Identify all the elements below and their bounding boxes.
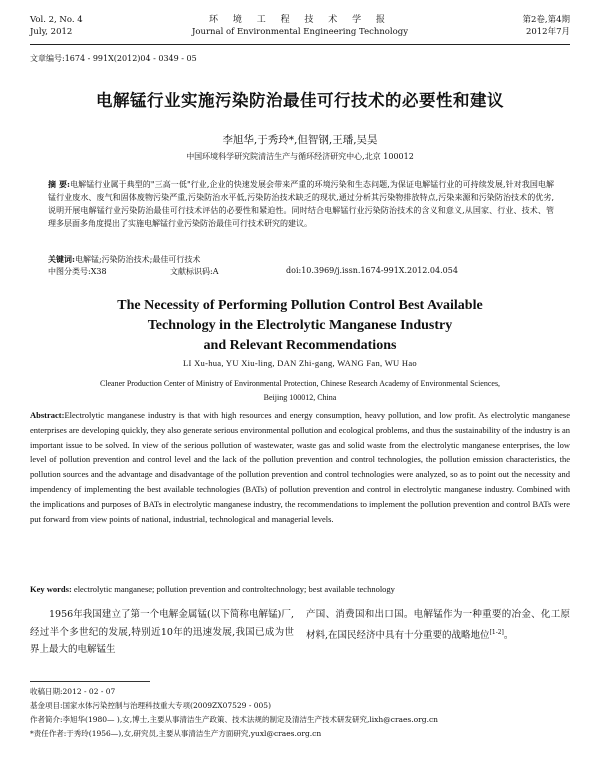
abstract-chinese-label: 摘 要: bbox=[48, 179, 70, 189]
abstract-chinese bbox=[48, 178, 554, 230]
footnote-corresponding: *责任作者:于秀玲(1956—),女,研究员,主要从事清洁生产方面研究,yuxl@craes.org.cn bbox=[30, 729, 322, 738]
keywords-english-text: electrolytic manganese; pollution prevention and controltechnology; best available technology bbox=[73, 584, 395, 594]
body-column-right: 产国、消费国和出口国。电解锰作为一种重要的冶金、化工原材料,在国民经济中具有十分重要的战略地位[1-2]。 bbox=[306, 609, 570, 641]
document-code: 文献标识码:A bbox=[170, 267, 219, 276]
title-chinese: 电解锰行业实施污染防治最佳可行技术的必要性和建议 bbox=[96, 91, 504, 110]
clc-number: 中图分类号:X38 bbox=[48, 267, 107, 276]
abstract-english bbox=[30, 408, 570, 526]
header-rule bbox=[30, 44, 570, 45]
header-volume: Vol. 2, No. 4 July, 2012 bbox=[30, 15, 83, 37]
citation-ref[interactable]: [1-2] bbox=[489, 628, 504, 636]
article-number: 文章编号:1674 - 991X(2012)04 - 0349 - 05 bbox=[30, 54, 197, 63]
keywords-chinese bbox=[48, 253, 554, 266]
title-english: The Necessity of Performing Pollution Control Best Available Technology in the Electrolytic Manganese Industry and Relevant Recommendations bbox=[117, 298, 483, 353]
header-journal-name: 环 境 工 程 技 术 学 报 Journal of Environmental Engineering Technology bbox=[191, 15, 409, 37]
affiliation-english: Cleaner Production Center of Ministry of Environmental Protection, Chinese Research Academy of Environmental Sciences, Beijing 100012, China bbox=[99, 379, 501, 402]
footnote-author: 作者简介:李旭华(1980— ),女,博士,主要从事清洁生产政策、技术法规的制定及清洁生产技术研发研究,lixh@craes.org.cn bbox=[30, 715, 438, 724]
header-issue: 第2卷,第4期 2012年7月 bbox=[522, 15, 570, 37]
running-header bbox=[30, 14, 570, 48]
keywords-chinese-label: 关键词: bbox=[48, 254, 75, 264]
footnote-fund: 基金项目:国家水体污染控制与治理科技重大专项(2009ZX07529 - 005) bbox=[30, 701, 271, 710]
footnote-rule bbox=[30, 681, 150, 682]
authors-english: LI Xu-hua, YU Xiu-ling, DAN Zhi-gang, WANG Fan, WU Hao bbox=[183, 358, 417, 368]
abstract-english-label: Abstract: bbox=[30, 410, 65, 420]
keywords-chinese-text: 电解锰;污染防治技术;最佳可行技术 bbox=[74, 255, 201, 264]
affiliation-chinese: 中国环境科学研究院清洁生产与循环经济研究中心,北京 100012 bbox=[186, 152, 414, 161]
footnote-received: 收稿日期:2012 - 02 - 07 bbox=[30, 687, 116, 696]
abstract-chinese-text: 电解锰行业属于典型的"三高一低"行业,企业的快速发展会带来严重的环境污染和生态问题,为保证电解锰行业的可持续发展,针对我国电解锰行业废水、废气和固体废物污染严重,污染防治水平低,污染防治技术缺乏的现状,通过分析其污染物排放特点,污染来源和污染防治技术的优劣,说明开展电解锰行业污染防治最佳可行技术评估的必要性和紧迫性。同时结合电解锰行业污染防治技术的含义和意义,从国家、行业、技术、管理多层面多角度提出了实施电解锰行业污染防治最佳可行技术研究的建议。 bbox=[48, 180, 554, 228]
doi-link[interactable]: doi:10.3969/j.issn.1674-991X.2012.04.054 bbox=[286, 266, 458, 275]
authors-chinese: 李旭华,于秀玲*,但智钢,王璠,吴昊 bbox=[222, 134, 378, 146]
keywords-english bbox=[30, 584, 570, 594]
body-column-left: 1956年我国建立了第一个电解金属锰(以下简称电解锰)厂,经过半个多世纪的发展,特别近10年的迅速发展,我国已成为世界上最大的电解锰生 bbox=[30, 609, 294, 655]
abstract-english-text: Electrolytic manganese industry is that with high resources and energy consumption, heavy pollution, and low profit. As electrolytic manganese enterprises are developing quickly, they also generate serious environmental pollution and ecological problems, and thus the sustainability of the industry is an important issue to be solved. In view of the serious pollution of wastewater, waste gas and solid waste from the electrolytic manganese enterprises, the low level of pollution prevention and control level and the lack of the pollution prevention and control technologies, the pollution emission characteristics, the pollution sources and the advantage and disadvantage of the pollution prevention and control technologies were analyzed, so as to point out the necessity and impendency of implementing the best available technologies (BATs) of pollution prevention and control in electrolytic manganese industry. Combined with the implications and purposes of BATs in electrolytic manganese industry, the recommendations to implement the pollution prevention and control BATs were put forward from view points of national, industrial, technological and managerial levels. bbox=[30, 410, 570, 524]
keywords-english-label: Key words: bbox=[30, 584, 72, 594]
